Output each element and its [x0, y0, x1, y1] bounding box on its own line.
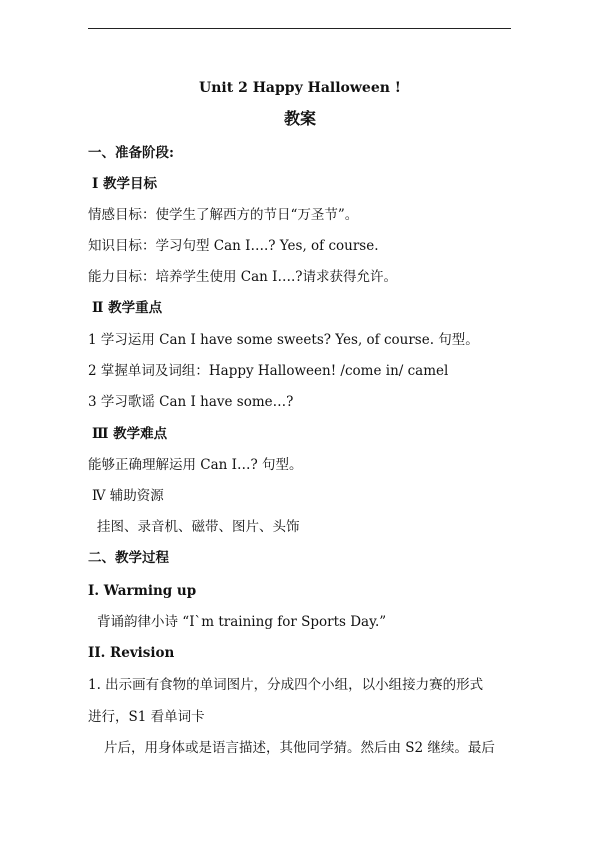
revision-heading: II. Revision — [88, 645, 175, 661]
section-heading-process: 二、教学过程 — [88, 550, 169, 566]
section-heading-preparation: 一、准备阶段: — [88, 145, 174, 161]
header-rule — [88, 28, 511, 29]
revision-line-3: 片后，用身体或是语言描述，其他同学猜。然后由 S2 继续。最后 — [104, 740, 495, 756]
key-point-2: 2 掌握单词及词组：Happy Halloween! /come in/ camel — [88, 363, 449, 379]
document-title: Unit 2 Happy Halloween ! — [199, 80, 401, 96]
key-point-3: 3 学习歌谣 Can I have some…? — [88, 394, 294, 410]
difficulties-heading: Ⅲ 教学难点 — [92, 426, 168, 442]
goal-ability: 能力目标：培养学生使用 Can I….?请求获得允许。 — [88, 269, 398, 285]
warming-up-text: 背诵韵律小诗 “I`m training for Sports Day.” — [97, 614, 387, 630]
key-point-1: 1 学习运用 Can I have some sweets? Yes, of course. 句型。 — [88, 332, 479, 348]
warming-up-heading: I. Warming up — [88, 583, 197, 599]
resources-heading: Ⅳ 辅助资源 — [92, 488, 164, 504]
resources-text: 挂图、录音机、磁带、图片、头饰 — [97, 519, 300, 535]
goal-knowledge: 知识目标：学习句型 Can I….? Yes, of course. — [88, 238, 379, 254]
revision-line-2: 进行，S1 看单词卡 — [88, 709, 205, 725]
difficulty-text: 能够正确理解运用 Can I…? 句型。 — [88, 457, 303, 473]
goal-emotion: 情感目标：使学生了解西方的节日“万圣节”。 — [88, 207, 359, 223]
revision-line-1: 1. 出示画有食物的单词图片，分成四个小组，以小组接力赛的形式 — [88, 677, 484, 693]
teaching-goals-heading: Ⅰ 教学目标 — [92, 176, 158, 192]
document-subtitle: 教案 — [283, 109, 316, 128]
key-points-heading: Ⅱ 教学重点 — [92, 300, 163, 316]
